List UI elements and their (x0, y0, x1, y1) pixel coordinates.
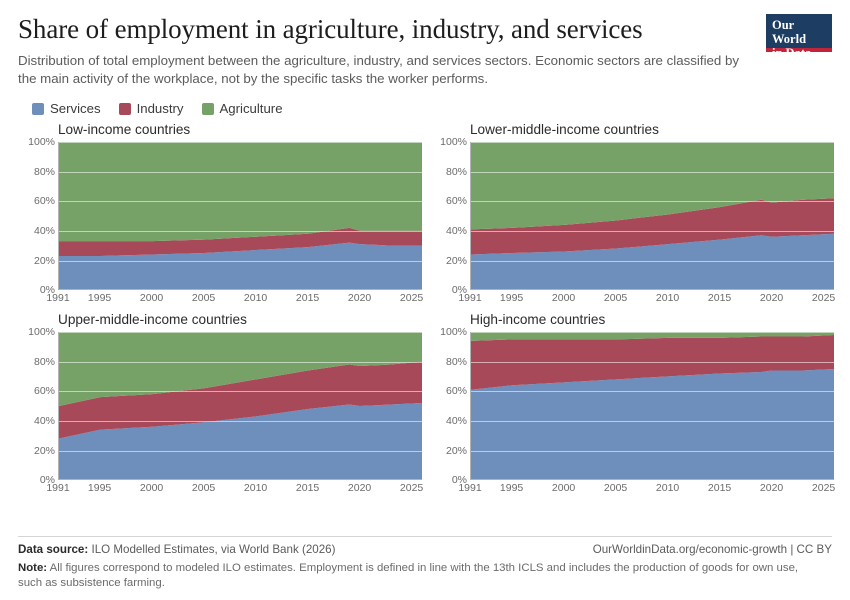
gridline (59, 451, 422, 452)
x-tick-label: 2025 (811, 292, 836, 305)
x-tick-label: 1995 (87, 482, 112, 495)
x-tick-label: 2020 (759, 482, 784, 495)
x-tick-label: 2000 (139, 292, 164, 305)
x-tick-label: 2025 (399, 482, 424, 495)
y-tick-label: 60% (445, 385, 467, 398)
x-tick-label: 2020 (347, 482, 372, 495)
y-tick-label: 60% (445, 195, 467, 208)
panel-title: High-income countries (470, 312, 606, 328)
x-axis-labels (46, 480, 424, 496)
plot-area (440, 326, 834, 487)
y-tick-label: 100% (440, 326, 467, 339)
x-tick-label: 1995 (87, 292, 112, 305)
y-tick-label: 100% (440, 136, 467, 149)
gridline (471, 391, 834, 392)
page-subtitle: Distribution of total employment between the agriculture, industry, and services sectors. Economic sectors are classified by the main activity of the workplace, not by the specific tasks the worker performs. (18, 53, 740, 87)
x-tick-label: 2010 (243, 292, 268, 305)
gridline (59, 231, 422, 232)
x-tick-label: 2000 (551, 292, 576, 305)
x-tick-label: 2005 (191, 482, 216, 495)
y-tick-label: 0% (39, 284, 55, 297)
x-tick-label: 2010 (655, 482, 680, 495)
plot-area (440, 136, 834, 297)
x-tick-label: 2010 (655, 292, 680, 305)
y-axis-labels (431, 326, 467, 487)
gridline (471, 451, 834, 452)
y-tick-label: 40% (445, 224, 467, 237)
plot-canvas[interactable] (59, 332, 422, 480)
legend-swatch-services (32, 103, 44, 115)
y-tick-label: 80% (445, 165, 467, 178)
y-tick-label: 20% (33, 444, 55, 457)
gridline (59, 391, 422, 392)
x-tick-label: 2015 (707, 292, 732, 305)
gridline (471, 261, 834, 262)
legend-item-industry[interactable] (119, 101, 184, 116)
y-tick-label: 80% (445, 355, 467, 368)
data-source (18, 543, 335, 556)
y-tick-label: 40% (33, 414, 55, 427)
area-agriculture (59, 142, 422, 241)
owid-link[interactable]: OurWorldinData.org/economic-growth | CC BY (592, 542, 832, 556)
x-tick-label: 2020 (347, 292, 372, 305)
y-tick-label: 60% (33, 195, 55, 208)
small-multiples-grid (18, 122, 836, 496)
x-tick-label: 1991 (46, 482, 70, 495)
x-tick-label: 1995 (499, 482, 524, 495)
area-services (471, 369, 834, 480)
gridline (59, 362, 422, 363)
y-tick-label: 100% (28, 326, 55, 339)
panel-title: Upper-middle-income countries (58, 312, 247, 328)
x-tick-label: 2005 (191, 292, 216, 305)
x-tick-label: 2000 (139, 482, 164, 495)
footer-divider (18, 536, 832, 537)
chart-legend (32, 101, 832, 116)
x-tick-label: 2025 (811, 482, 836, 495)
gridline (59, 172, 422, 173)
plot-area (28, 136, 422, 297)
y-tick-label: 20% (445, 444, 467, 457)
x-axis-labels (458, 480, 836, 496)
gridline (59, 261, 422, 262)
chart-footer (18, 536, 832, 592)
y-tick-label: 40% (33, 224, 55, 237)
y-tick-label: 20% (445, 254, 467, 267)
page-title: Share of employment in agriculture, industry, and services (18, 14, 643, 44)
gridline (59, 332, 422, 333)
x-tick-label: 2005 (603, 292, 628, 305)
y-tick-label: 20% (33, 254, 55, 267)
x-tick-label: 1991 (46, 292, 70, 305)
footer-source-row (18, 543, 832, 556)
panel-high-income (430, 312, 834, 496)
note-text: All figures correspond to modeled ILO estimates. Employment is defined in line with the 13th ICLS and includes the production of goods for own use, such as subsistence farming. (18, 561, 799, 590)
gridline (471, 362, 834, 363)
x-tick-label: 1991 (458, 482, 482, 495)
owid-logo[interactable] (766, 14, 832, 60)
gridline (471, 231, 834, 232)
y-tick-label: 0% (451, 284, 467, 297)
plot-canvas[interactable] (59, 142, 422, 290)
y-tick-label: 0% (39, 474, 55, 487)
panel-title: Lower-middle-income countries (470, 122, 659, 138)
y-axis-labels (19, 136, 55, 297)
y-axis-labels (19, 326, 55, 487)
y-tick-label: 40% (445, 414, 467, 427)
x-tick-label: 2015 (707, 482, 732, 495)
y-tick-label: 80% (33, 355, 55, 368)
gridline (471, 172, 834, 173)
legend-item-agriculture[interactable] (202, 101, 283, 116)
gridline (471, 332, 834, 333)
gridline (59, 421, 422, 422)
legend-swatch-agriculture (202, 103, 214, 115)
x-tick-label: 2010 (243, 482, 268, 495)
x-tick-label: 2020 (759, 292, 784, 305)
y-tick-label: 100% (28, 136, 55, 149)
gridline (59, 142, 422, 143)
gridline (471, 142, 834, 143)
x-tick-label: 2005 (603, 482, 628, 495)
gridline (471, 201, 834, 202)
y-tick-label: 0% (451, 474, 467, 487)
chart-note (18, 561, 808, 592)
x-axis-labels (458, 290, 836, 306)
legend-label-agriculture: Agriculture (219, 101, 283, 117)
x-tick-label: 1995 (499, 292, 524, 305)
panel-title: Low-income countries (58, 122, 191, 138)
x-tick-label: 2025 (399, 292, 424, 305)
gridline (471, 421, 834, 422)
y-axis-labels (431, 136, 467, 297)
x-tick-label: 1991 (458, 292, 482, 305)
x-tick-label: 2000 (551, 482, 576, 495)
panel-low-income (18, 122, 422, 306)
y-tick-label: 60% (33, 385, 55, 398)
data-source-text: ILO Modelled Estimates, via World Bank (2026) (91, 542, 336, 556)
legend-item-services[interactable] (32, 101, 101, 116)
note-label: Note: (18, 561, 48, 574)
panel-lower-middle-income (430, 122, 834, 306)
x-tick-label: 2015 (295, 292, 320, 305)
plot-canvas[interactable] (471, 142, 834, 290)
legend-label-industry: Industry (136, 101, 184, 117)
legend-swatch-industry (119, 103, 131, 115)
owid-logo-line1: Our World (772, 18, 807, 46)
legend-label-services: Services (50, 101, 101, 117)
y-tick-label: 80% (33, 165, 55, 178)
data-source-label: Data source: (18, 542, 89, 556)
chart-header (18, 14, 832, 88)
x-tick-label: 2015 (295, 482, 320, 495)
owid-logo-line2: in Data (772, 46, 812, 60)
plot-area (28, 326, 422, 487)
panel-upper-middle-income (18, 312, 422, 496)
gridline (59, 201, 422, 202)
x-axis-labels (46, 290, 424, 306)
plot-canvas[interactable] (471, 332, 834, 480)
